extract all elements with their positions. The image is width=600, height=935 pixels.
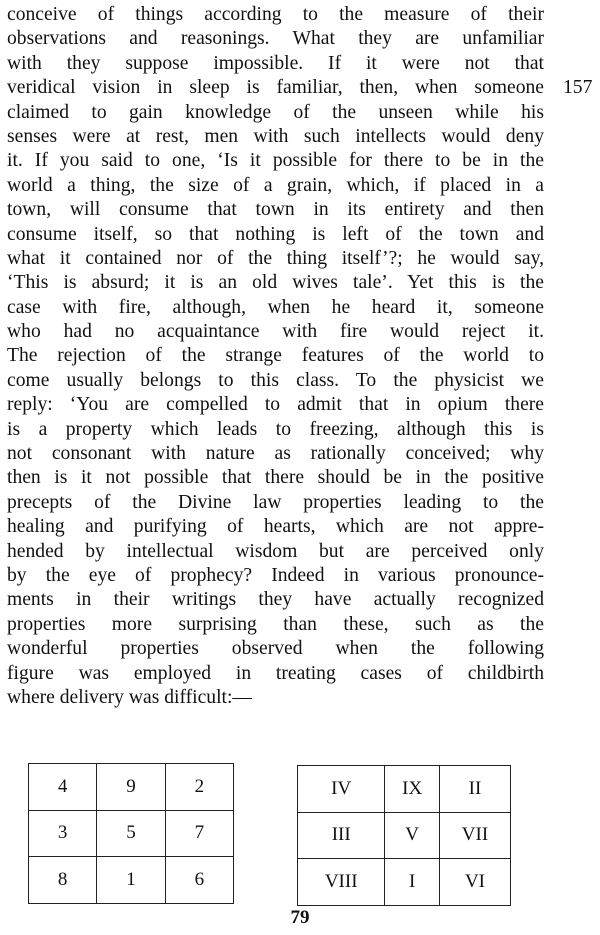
roman-magic-square bbox=[297, 765, 511, 906]
square-cell: IV bbox=[298, 766, 385, 813]
arabic-magic-square bbox=[28, 763, 234, 904]
text-line: properties more surprising than these, such as the bbox=[7, 613, 544, 635]
text-line: precepts of the Divine law properties leading to the bbox=[7, 491, 544, 513]
text-line: conceive of things according to the measure of their bbox=[7, 4, 544, 25]
text-line: world a thing, the size of a grain, which, if placed in a bbox=[7, 174, 544, 196]
text-line: senses were at rest, men with such intellects would deny bbox=[7, 125, 544, 147]
table-row bbox=[298, 812, 511, 859]
square-cell: 1 bbox=[97, 857, 165, 904]
text-line: is a property which leads to freezing, although this is bbox=[7, 418, 544, 440]
text-line: come usually belongs to this class. To the physicist we bbox=[7, 369, 544, 391]
text-line: ‘This is absurd; it is an old wives tale’. Yet this is the bbox=[7, 272, 544, 294]
margin-page-reference: 157 bbox=[563, 77, 593, 98]
square-cell: 5 bbox=[97, 810, 165, 857]
square-cell: 3 bbox=[29, 810, 97, 857]
square-cell: I bbox=[385, 859, 440, 906]
square-cell: III bbox=[298, 812, 385, 859]
square-cell: 6 bbox=[165, 857, 233, 904]
square-cell: 9 bbox=[97, 764, 165, 811]
text-line: by the eye of prophecy? Indeed in various pronounce- bbox=[7, 564, 544, 586]
square-cell: 2 bbox=[165, 764, 233, 811]
square-cell: VIII bbox=[298, 859, 385, 906]
text-line: with they suppose impossible. If it were not that bbox=[7, 52, 544, 74]
text-line: then is it not possible that there should be in the positive bbox=[7, 467, 544, 489]
square-cell: V bbox=[385, 812, 440, 859]
text-line: veridical vision in sleep is familiar, then, when someone bbox=[7, 77, 544, 99]
table-row bbox=[298, 766, 511, 813]
square-cell: II bbox=[439, 766, 510, 813]
text-line: observations and reasonings. What they are unfamiliar bbox=[7, 28, 544, 50]
text-line: reply: ‘You are compelled to admit that in opium there bbox=[7, 394, 544, 416]
body-text bbox=[7, 3, 544, 710]
square-cell: 8 bbox=[29, 857, 97, 904]
text-line: ments in their writings they have actually recognized bbox=[7, 589, 544, 611]
text-line: consume itself, so that nothing is left of the town and bbox=[7, 223, 544, 245]
square-cell: 7 bbox=[165, 810, 233, 857]
text-line: The rejection of the strange features of the world to bbox=[7, 345, 544, 367]
text-line: case with fire, although, when he heard it, someone bbox=[7, 296, 544, 318]
text-line: what it contained nor of the thing itself’?; he would say, bbox=[7, 247, 544, 269]
square-cell: VI bbox=[439, 859, 510, 906]
square-cell: 4 bbox=[29, 764, 97, 811]
text-line: claimed to gain knowledge of the unseen while his bbox=[7, 101, 544, 123]
square-cell: IX bbox=[385, 766, 440, 813]
text-line: wonderful properties observed when the following bbox=[7, 638, 544, 660]
table-row bbox=[298, 859, 511, 906]
square-cell: VII bbox=[439, 812, 510, 859]
text-line: where delivery was difficult:— bbox=[7, 686, 253, 708]
text-line: it. If you said to one, ‘Is it possible for there to be in the bbox=[7, 150, 544, 172]
table-row bbox=[29, 857, 234, 904]
table-row bbox=[29, 764, 234, 811]
text-line: hended by intellectual wisdom but are perceived only bbox=[7, 540, 544, 562]
text-line: not consonant with nature as rationally conceived; why bbox=[7, 443, 544, 465]
text-line: figure was employed in treating cases of childbirth bbox=[7, 662, 544, 684]
text-line: town, will consume that town in its entirety and then bbox=[7, 199, 544, 221]
page-number: 79 bbox=[290, 907, 310, 928]
table-row bbox=[29, 810, 234, 857]
text-line: who had no acquaintance with fire would reject it. bbox=[7, 321, 544, 343]
text-line: healing and purifying of hearts, which are not appre- bbox=[7, 516, 544, 538]
